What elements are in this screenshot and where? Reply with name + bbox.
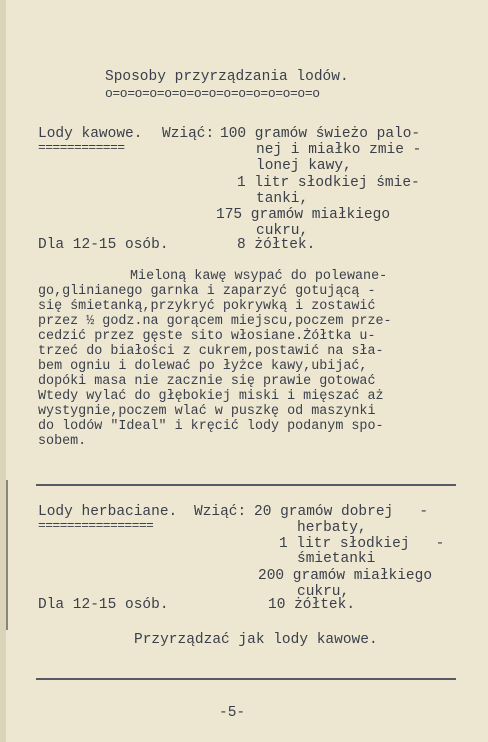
- recipe1-ingredient-2: nej i miałko zmie -: [256, 142, 422, 158]
- recipe2-instructions: Przyrządzać jak lody kawowe.: [134, 632, 378, 648]
- recipe1-servings: Dla 12-15 osób.: [38, 237, 169, 253]
- recipe1-ingredient-7: cukru,: [256, 223, 309, 239]
- recipe1-instructions-line-5: cedzić przez gęste sito włosiane.Żółtka u-: [38, 329, 376, 344]
- recipe2-ingredient-7: 10 żółtek.: [268, 597, 356, 613]
- recipe2-take-label: Wziąć:: [194, 504, 247, 520]
- recipe2-name-underline: ================: [38, 518, 154, 533]
- bottom-divider: [36, 678, 456, 680]
- recipe1-instructions-line-9: Wtedy wylać do głębokiej miski i mięszać aż: [38, 389, 384, 404]
- recipe2-servings: Dla 12-15 osób.: [38, 597, 169, 613]
- recipe1-instructions-line-11: do lodów "Ideal" i kręcić lody podanym spo-: [38, 419, 384, 434]
- recipe2-name: Lody herbaciane.: [38, 504, 178, 520]
- recipe2-ingredient-4: śmietanki: [297, 551, 376, 567]
- page-title: Sposoby przyrządzania lodów.: [105, 69, 349, 85]
- recipe2-ingredient-5: 200 gramów miałkiego: [258, 568, 433, 584]
- recipe1-name: Lody kawowe.: [38, 126, 143, 142]
- recipe1-instructions-line-2: go,glinianego garnka i zaparzyć gotującą -: [38, 284, 376, 299]
- recipe1-ingredient-8: 8 żółtek.: [237, 237, 316, 253]
- recipe1-instructions-line-7: bem ogniu i dolewać po łyżce kawy,ubijać,: [38, 359, 368, 374]
- title-underline: o=o=o=o=o=o=o=o=o=o=o=o=o=o=o: [105, 86, 320, 101]
- recipe1-ingredient-6: 175 gramów miałkiego: [216, 207, 391, 223]
- binding-edge-shadow: [6, 480, 8, 630]
- recipe1-instructions-line-4: przez ½ godz.na gorącem miejscu,poczem prze-: [38, 314, 392, 329]
- recipe1-instructions-line-6: trzeć do białości z cukrem,postawić na sła-: [38, 344, 384, 359]
- recipe1-ingredient-5: tanki,: [256, 191, 309, 207]
- recipe1-ingredient-1: 100 gramów świeżo palo-: [220, 126, 421, 142]
- recipe2-ingredient-3: 1 litr słodkiej -: [279, 536, 445, 552]
- binding-margin: [0, 0, 6, 742]
- recipe1-name-underline: ============: [38, 140, 125, 155]
- recipe1-ingredient-4: 1 litr słodkiej śmie-: [237, 175, 420, 191]
- recipe1-take-label: Wziąć:: [162, 126, 215, 142]
- recipe2-ingredient-6: cukru,: [297, 584, 350, 600]
- recipe1-instructions-line-1: Mieloną kawę wsypać do polewane-: [130, 269, 388, 284]
- recipe1-ingredient-3: lonej kawy,: [256, 158, 352, 174]
- recipe1-instructions-line-8: dopóki masa nie zacznie się prawie gotować: [38, 374, 376, 389]
- recipe1-instructions-line-12: sobem.: [38, 434, 87, 449]
- recipe2-ingredient-1: 20 gramów dobrej -: [254, 504, 429, 520]
- page-number: -5-: [219, 705, 246, 721]
- recipe1-instructions-line-3: się śmietanką,przykryć pokrywką i zostawić: [38, 299, 376, 314]
- section-divider: [36, 484, 456, 486]
- recipe1-instructions-line-10: wystygnie,poczem wlać w puszkę od maszynki: [38, 404, 376, 419]
- recipe2-ingredient-2: herbaty,: [297, 520, 367, 536]
